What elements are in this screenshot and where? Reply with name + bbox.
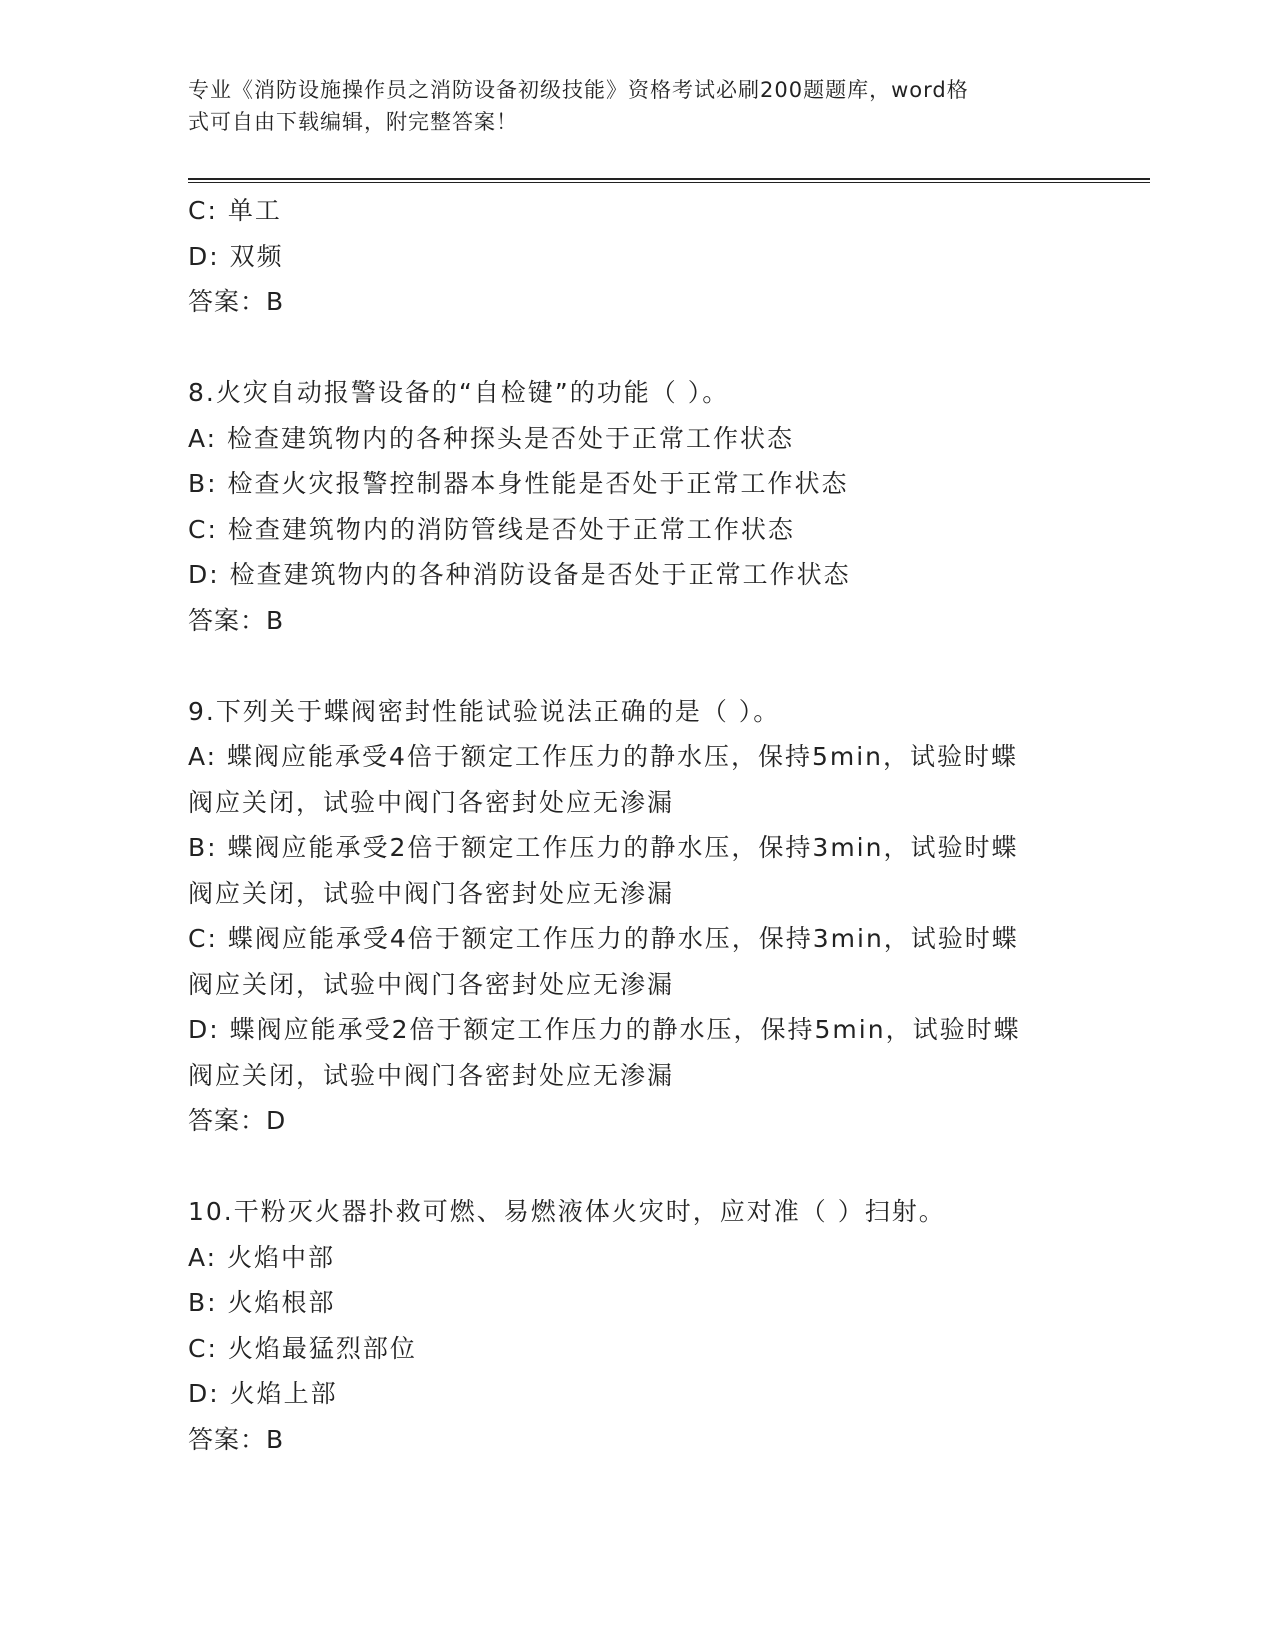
option-d-line-1: D: 蝶阀应能承受2倍于额定工作压力的静水压，保持5min，试验时蝶 bbox=[188, 1015, 1021, 1044]
answer-line: 答案：B bbox=[188, 1424, 285, 1454]
question-list bbox=[188, 188, 1088, 1462]
header-line-2: 式可自由下载编辑，附完整答案！ bbox=[188, 110, 518, 134]
option-b: B: 检查火灾报警控制器本身性能是否处于正常工作状态 bbox=[188, 469, 849, 498]
spacer bbox=[188, 643, 1088, 689]
header-line-1: 专业《消防设施操作员之消防设备初级技能》资格考试必刷200题题库，word格 bbox=[188, 78, 969, 102]
option-a: A: 火焰中部 bbox=[188, 1242, 336, 1272]
question-10 bbox=[188, 1189, 1088, 1462]
option-a-line-1: A: 蝶阀应能承受4倍于额定工作压力的静水压，保持5min，试验时蝶 bbox=[188, 742, 1018, 771]
option-d: D: 火焰上部 bbox=[188, 1379, 338, 1408]
option-d: D: 双频 bbox=[188, 241, 284, 271]
question-8 bbox=[188, 370, 1088, 643]
option-c: C: 单工 bbox=[188, 196, 282, 225]
option-b-line-2: 阀应关闭，试验中阀门各密封处应无渗漏 bbox=[188, 878, 675, 908]
option-c: C: 火焰最猛烈部位 bbox=[188, 1333, 417, 1363]
answer-line: 答案：B bbox=[188, 287, 285, 316]
option-c: C: 检查建筑物内的消防管线是否处于正常工作状态 bbox=[188, 514, 795, 544]
option-b-line-1: B: 蝶阀应能承受2倍于额定工作压力的静水压，保持3min，试验时蝶 bbox=[188, 833, 1019, 862]
question-stem: 9.下列关于蝶阀密封性能试验说法正确的是（ ）。 bbox=[188, 696, 781, 726]
option-b: B: 火焰根部 bbox=[188, 1288, 336, 1317]
question-stem: 10.干粉灭火器扑救可燃、易燃液体火灾时，应对准（ ）扫射。 bbox=[188, 1197, 946, 1226]
option-c-line-1: C: 蝶阀应能承受4倍于额定工作压力的静水压，保持3min，试验时蝶 bbox=[188, 924, 1019, 953]
spacer bbox=[188, 325, 1088, 371]
option-a: A: 检查建筑物内的各种探头是否处于正常工作状态 bbox=[188, 423, 795, 453]
option-d: D: 检查建筑物内的各种消防设备是否处于正常工作状态 bbox=[188, 560, 851, 589]
question-7-tail bbox=[188, 188, 1088, 325]
option-a-line-2: 阀应关闭，试验中阀门各密封处应无渗漏 bbox=[188, 787, 675, 817]
question-stem: 8.火灾自动报警设备的“自检键”的功能（ ）。 bbox=[188, 378, 730, 407]
answer-line: 答案：D bbox=[188, 1106, 287, 1135]
option-d-line-2: 阀应关闭，试验中阀门各密封处应无渗漏 bbox=[188, 1060, 675, 1090]
answer-line: 答案：B bbox=[188, 605, 285, 635]
spacer bbox=[188, 1144, 1088, 1190]
header-divider bbox=[188, 178, 1150, 183]
question-9 bbox=[188, 689, 1088, 1144]
document-header bbox=[188, 74, 1068, 138]
option-c-line-2: 阀应关闭，试验中阀门各密封处应无渗漏 bbox=[188, 969, 675, 999]
